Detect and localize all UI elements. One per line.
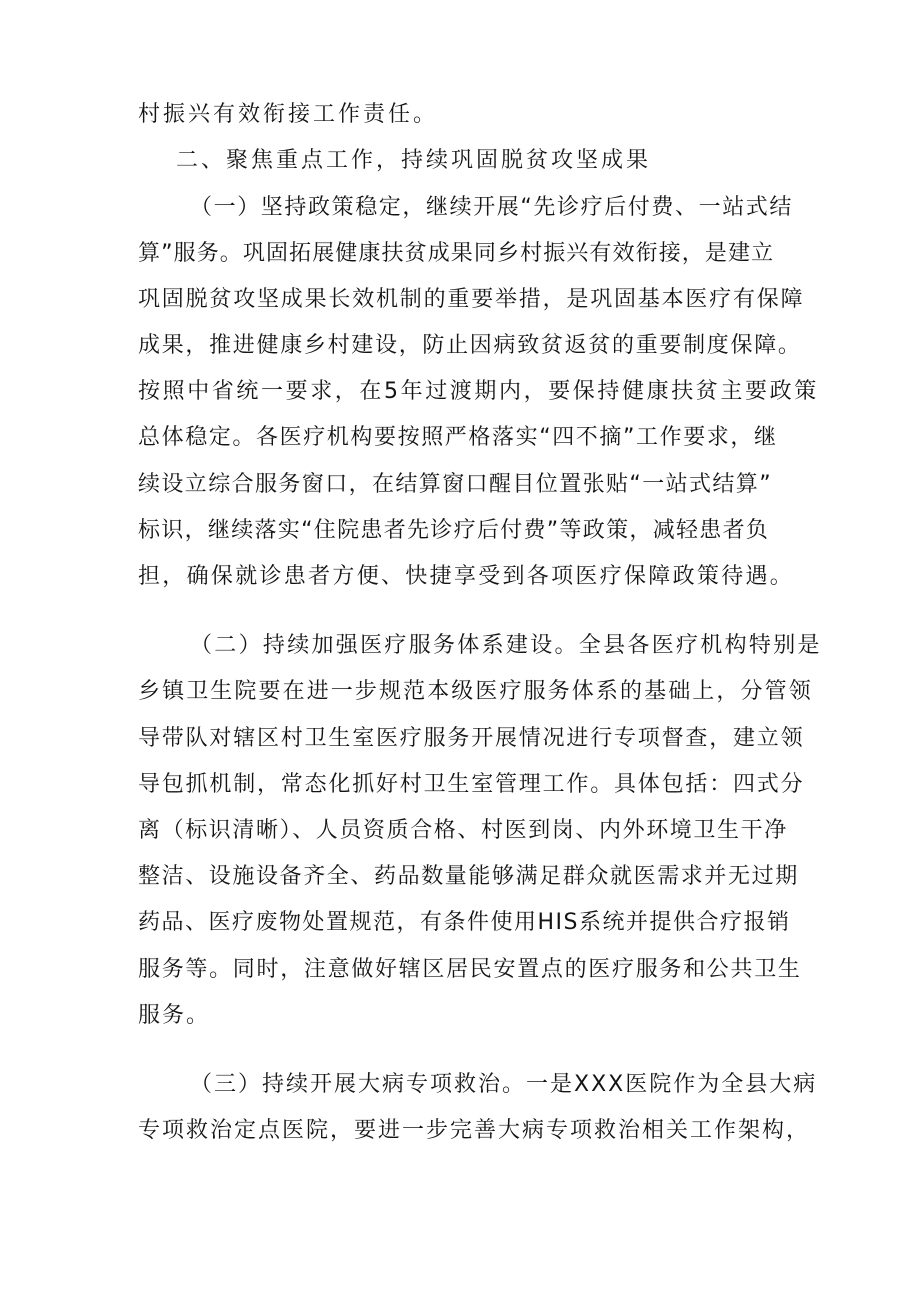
text-line: 导包抓机制，常态化抓好村卫生室管理工作。具体包括：四式分 [138, 772, 805, 797]
text-line: 续设立综合服务窗口，在结算窗口醒目位置张贴“一站式结算” [138, 472, 772, 497]
text-line: 标识，继续落实“住院患者先诊疗后付费”等政策，减轻患者负 [138, 518, 770, 543]
section-heading: 二、聚焦重点工作，持续巩固脱贫攻坚成果 [176, 148, 652, 173]
text-line: 服务。 [138, 1003, 211, 1028]
text-line: 药品、医疗废物处置规范，有条件使用HIS系统并提供合疗报销 [138, 910, 791, 935]
text-line: （三）持续开展大病专项救治。一是XXX医院作为全县大病 [190, 1072, 818, 1097]
text-line: 服务等。同时，注意做好辖区居民安置点的医疗服务和公共卫生 [138, 957, 802, 982]
text-line: 专项救治定点医院，要进一步完善大病专项救治相关工作架构， [138, 1118, 811, 1143]
text-line: （一）坚持政策稳定，继续开展“先诊疗后付费、一站式结 [190, 195, 793, 220]
text-line: 整洁、设施设备齐全、药品数量能够满足群众就医需求并无过期 [138, 864, 799, 889]
text-line: 按照中省统一要求，在5年过渡期内，要保持健康扶贫主要政策 [138, 379, 819, 404]
text-line: 总体稳定。各医疗机构要按照严格落实“四不摘”工作要求，继 [138, 425, 778, 450]
text-line: 成果，推进健康乡村建设，防止因病致贫返贫的重要制度保障。 [138, 333, 802, 358]
text-line: 巩固脱贫攻坚成果长效机制的重要举措，是巩固基本医疗有保障 [138, 287, 805, 312]
text-line: 算”服务。巩固拓展健康扶贫成果同乡村振兴有效衔接，是建立 [138, 241, 775, 266]
text-line: 离（标识清晰）、人员资质合格、村医到岗、内外环境卫生干净 [138, 818, 788, 843]
text-line: 担，确保就诊患者方便、快捷享受到各项医疗保障政策待遇。 [138, 564, 795, 589]
text-line: （二）持续加强医疗服务体系建设。全县各医疗机构特别是 [190, 633, 822, 658]
text-line: 导带队对辖区村卫生室医疗服务开展情况进行专项督查，建立领 [138, 726, 805, 751]
text-line: 村振兴有效衔接工作责任。 [138, 102, 439, 127]
text-line: 乡镇卫生院要在进一步规范本级医疗服务体系的基础上，分管领 [138, 679, 813, 704]
